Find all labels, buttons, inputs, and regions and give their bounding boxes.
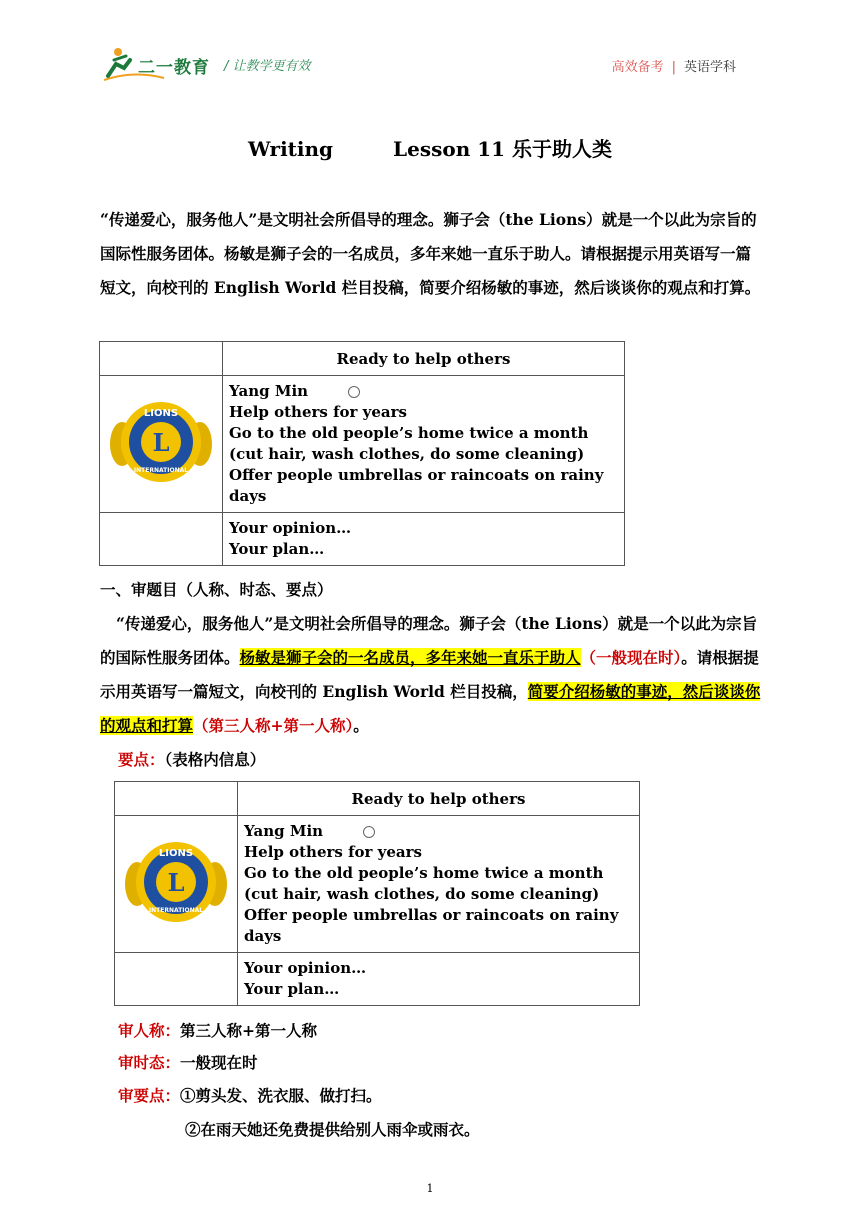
point-line-2: Help others for years <box>244 843 422 861</box>
highlight-2: 简要介绍杨敏的事迹，然后谈谈你的观点和打算 <box>100 682 761 735</box>
note-person: （第三人称+第一人称） <box>193 716 354 735</box>
title-writing: Writing <box>247 137 334 161</box>
lions-logo-cell <box>100 376 223 513</box>
point-line-3: Go to the old people’s home twice a month <box>244 864 604 882</box>
keypoints-label: 要点：（表格内信息） <box>118 750 266 769</box>
info-table <box>99 341 625 566</box>
opinion-line: Your opinion… <box>244 959 367 977</box>
point-line-4: (cut hair, wash clothes, do some cleaning) <box>244 885 600 903</box>
table-header: Ready to help others <box>238 782 640 816</box>
point-line-2: Help others for years <box>229 403 407 421</box>
opinion-line: Your opinion… <box>229 519 352 537</box>
point-line-3: Go to the old people’s home twice a month <box>229 424 589 442</box>
table-empty-cell <box>100 513 223 566</box>
circle-marker-icon <box>363 826 375 838</box>
header-subtitle: 高效备考 <box>611 60 664 75</box>
page-number: 1 <box>426 1182 434 1195</box>
prompt-paragraph: “传递爱心，服务他人”是文明社会所倡导的理念。狮子会（the Lions）就是一个以此为宗旨的国际性服务团体。杨敏是狮子会的一名成员，多年来她一直乐于助人。请根据提示用英语写一篇短文，向校刊的 English World 栏目投稿，简要介绍杨敏的事迹，然后谈谈你的观点和打算。 <box>100 210 761 297</box>
note-tense: （一般现在时） <box>580 648 682 667</box>
info-table-copy <box>114 781 640 1006</box>
logo-letter: L <box>152 428 170 457</box>
analysis-tense: 审时态：一般现在时 <box>118 1053 258 1072</box>
plan-line: Your plan… <box>229 540 325 558</box>
table-points <box>238 816 640 953</box>
page-title <box>0 133 860 162</box>
section-heading: 一、审题目（人称、时态、要点） <box>100 580 333 599</box>
highlight-1: 杨敏是狮子会的一名成员，多年来她一直乐于助人 <box>239 648 581 667</box>
table-corner <box>100 342 223 376</box>
analysis-point-2: ②在雨天她还免费提供给别人雨伞或雨衣。 <box>185 1120 480 1139</box>
header-right <box>612 56 736 75</box>
point-line-5: Offer people umbrellas or raincoats on rainy days <box>229 466 604 505</box>
logo-top-text: LIONS <box>143 408 179 419</box>
table-empty-cell <box>115 953 238 1006</box>
point-line-5: Offer people umbrellas or raincoats on rainy days <box>244 906 619 945</box>
logo-top-text: LIONS <box>158 848 194 859</box>
analysis-person: 审人称：第三人称+第一人称 <box>118 1021 318 1040</box>
table-header: Ready to help others <box>223 342 625 376</box>
plan-line: Your plan… <box>244 980 340 998</box>
point-line-1: Yang Min <box>229 381 618 402</box>
logo-bottom-text: INTERNATIONAL <box>133 467 189 474</box>
brand-slogan: / 让教学更有效 <box>224 59 311 74</box>
lions-logo-cell <box>115 816 238 953</box>
title-lesson: Lesson 11 乐于助人类 <box>393 137 612 161</box>
point-line-4: (cut hair, wash clothes, do some cleaning) <box>229 445 585 463</box>
brand-name: 二一教育 <box>138 58 210 78</box>
table-corner <box>115 782 238 816</box>
analysis-points: 审要点：①剪头发、洗衣服、做打扫。 <box>118 1086 382 1105</box>
table-opinion <box>238 953 640 1006</box>
seg-1: “传递爱心，服务他人”是文明社会所倡导的理念。狮子会（the Lions）就是一个以此为宗旨的国际性服务团体。 <box>100 614 758 667</box>
table-opinion <box>223 513 625 566</box>
table-points <box>223 376 625 513</box>
header-separator: | <box>671 60 676 75</box>
logo-letter: L <box>167 868 185 897</box>
lions-logo-icon <box>123 834 229 930</box>
lions-logo-icon <box>108 394 214 490</box>
seg-4: 。请根据提示用英语写一篇短文，向校刊的 English World 栏目投稿， <box>100 648 759 701</box>
header-subject: 英语学科 <box>683 60 736 75</box>
annotated-paragraph <box>100 607 762 743</box>
circle-marker-icon <box>348 386 360 398</box>
point-line-1: Yang Min <box>244 821 633 842</box>
seg-7: 。 <box>353 716 369 735</box>
logo-bottom-text: INTERNATIONAL <box>148 907 204 914</box>
